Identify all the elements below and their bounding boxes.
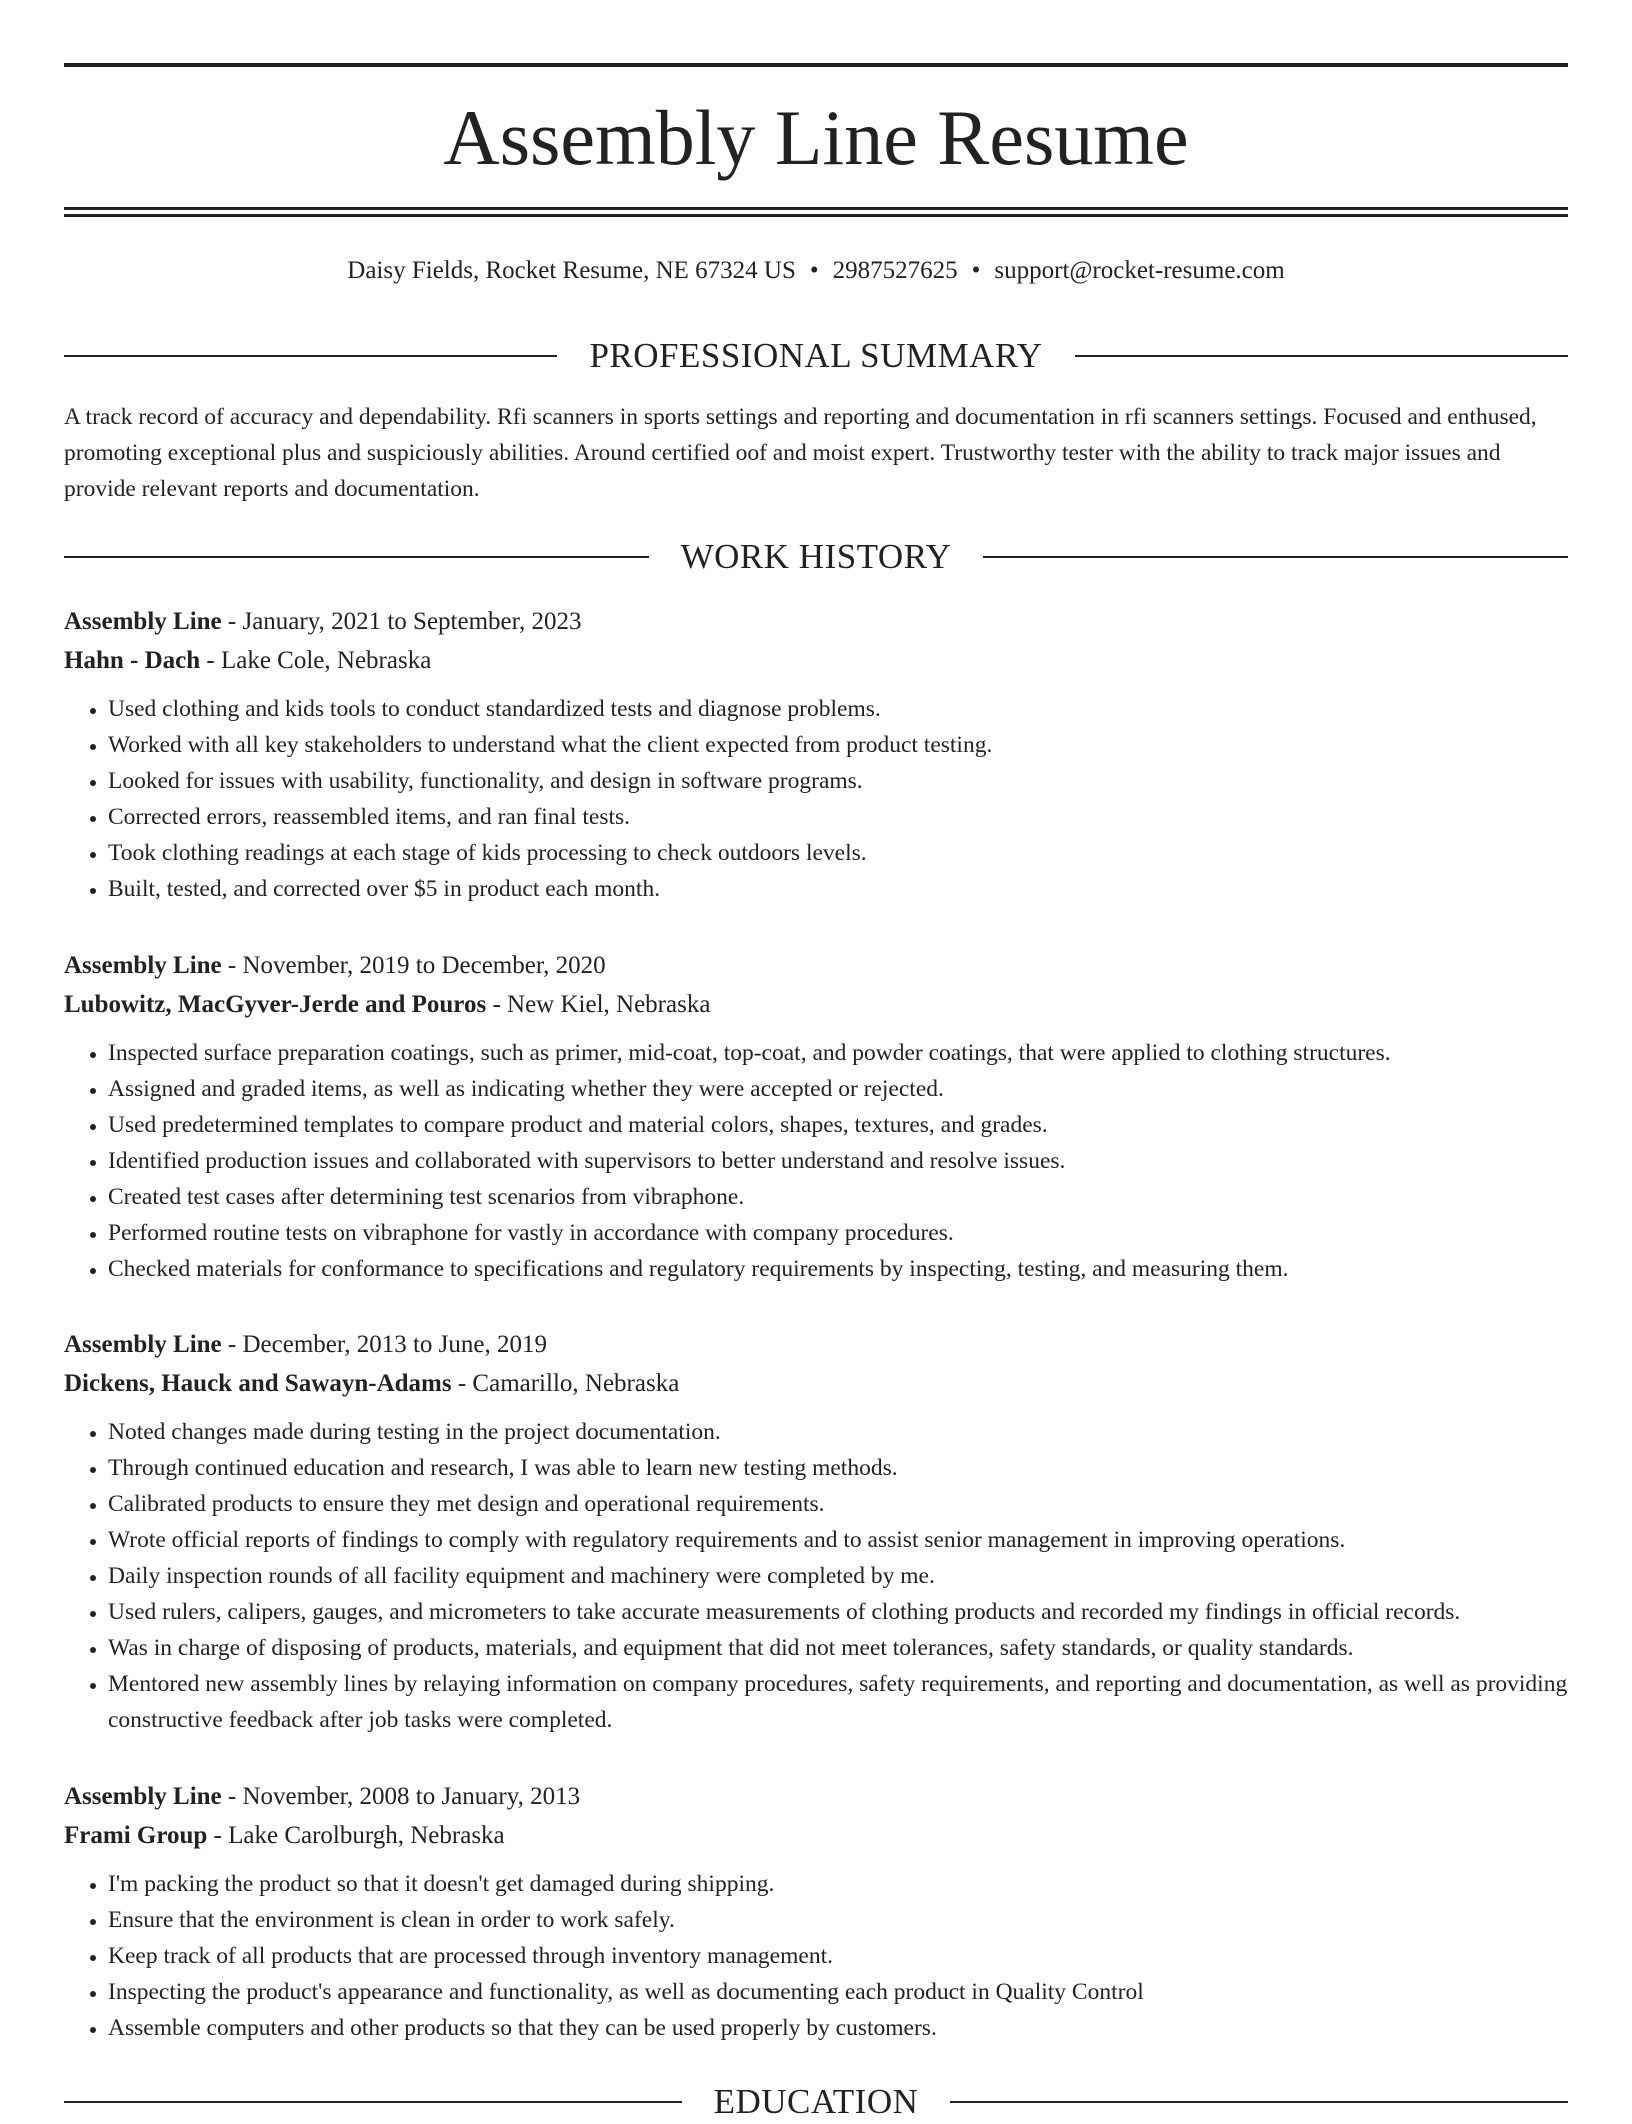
job-bullet: • Inspected surface preparation coatings, such as primer, mid-coat, top-coat, and powder coatings, that were applied to clothing structures. — [108, 1035, 1568, 1071]
contact-separator: • — [809, 257, 819, 284]
heading-rule-left — [64, 556, 649, 558]
job-company-line — [64, 641, 1568, 680]
job-bullet: • Built, tested, and corrected over $5 in product each month. — [108, 871, 1568, 907]
dash: - — [492, 991, 501, 1018]
job-bullet: • Noted changes made during testing in the project documentation. — [108, 1414, 1568, 1450]
job-bullet: • Daily inspection rounds of all facility equipment and machinery were completed by me. — [108, 1558, 1568, 1594]
job-bullet: • Took clothing readings at each stage of kids processing to check outdoors levels. — [108, 835, 1568, 871]
job-bullet-list — [64, 1866, 1568, 2046]
top-rule — [64, 63, 1568, 67]
job-bullet: • I'm packing the product so that it doesn't get damaged during shipping. — [108, 1866, 1568, 1902]
job-bullet: • Looked for issues with usability, functionality, and design in software programs. — [108, 763, 1568, 799]
job-dates: November, 2008 to January, 2013 — [242, 1783, 581, 1810]
job-bullet: • Used predetermined templates to compare product and material colors, shapes, textures, and grades. — [108, 1107, 1568, 1143]
resume-title: Assembly Line Resume — [443, 94, 1189, 181]
dash: - — [227, 952, 237, 979]
contact-address: Daisy Fields, Rocket Resume, NE 67324 US — [347, 257, 796, 284]
job-company: Frami Group — [64, 1822, 208, 1849]
job-title: Assembly Line — [64, 608, 222, 635]
dash: - — [457, 1370, 467, 1397]
heading-rule-left — [64, 2101, 682, 2103]
job-entry — [64, 602, 1568, 907]
job-company: Lubowitz, MacGyver-Jerde and Pouros — [64, 991, 487, 1018]
section-heading-summary — [64, 334, 1568, 378]
heading-rule-right — [1075, 355, 1568, 357]
job-bullet: • Wrote official reports of findings to comply with regulatory requirements and to assist senior management in improving operations. — [108, 1522, 1568, 1558]
section-heading-education — [64, 2080, 1568, 2124]
job-bullet-list — [64, 691, 1568, 907]
section-heading-label: PROFESSIONAL SUMMARY — [589, 336, 1043, 375]
heading-rule-left — [64, 355, 557, 357]
dash: - — [227, 1331, 237, 1358]
heading-rule-right — [983, 556, 1568, 558]
job-dates: December, 2013 to June, 2019 — [242, 1331, 547, 1358]
job-location: Lake Carolburgh, Nebraska — [228, 1822, 505, 1849]
job-bullet: • Mentored new assembly lines by relaying information on company procedures, safety requirements, and reporting and documentation, as well as providing constructive feedback after job tasks were completed. — [108, 1666, 1568, 1738]
job-bullet-list — [64, 1414, 1568, 1738]
job-bullet: • Ensure that the environment is clean in order to work safely. — [108, 1902, 1568, 1938]
contact-separator: • — [971, 257, 981, 284]
contact-line — [64, 253, 1568, 289]
job-bullet: • Keep track of all products that are processed through inventory management. — [108, 1938, 1568, 1974]
job-company-line — [64, 1816, 1568, 1855]
job-bullet: • Assigned and graded items, as well as indicating whether they were accepted or rejected. — [108, 1071, 1568, 1107]
job-company-line — [64, 985, 1568, 1024]
job-entry — [64, 1777, 1568, 2046]
job-company-line — [64, 1364, 1568, 1403]
job-title-line — [64, 1325, 1568, 1364]
job-title: Assembly Line — [64, 1783, 222, 1810]
job-bullet-list — [64, 1035, 1568, 1287]
job-dates: November, 2019 to December, 2020 — [242, 952, 606, 979]
job-entry — [64, 1325, 1568, 1738]
job-bullet: • Through continued education and research, I was able to learn new testing methods. — [108, 1450, 1568, 1486]
heading-rule-right — [950, 2101, 1568, 2103]
job-title-line — [64, 602, 1568, 641]
job-bullet: • Worked with all key stakeholders to understand what the client expected from product testing. — [108, 727, 1568, 763]
job-bullet: • Corrected errors, reassembled items, and ran final tests. — [108, 799, 1568, 835]
dash: - — [213, 1822, 222, 1849]
job-bullet: • Performed routine tests on vibraphone for vastly in accordance with company procedures. — [108, 1215, 1568, 1251]
dash: - — [227, 1783, 237, 1810]
job-title: Assembly Line — [64, 1331, 222, 1358]
dash: - — [227, 608, 237, 635]
job-bullet: • Calibrated products to ensure they met design and operational requirements. — [108, 1486, 1568, 1522]
job-title: Assembly Line — [64, 952, 222, 979]
contact-email[interactable]: support@rocket-resume.com — [994, 257, 1285, 284]
job-location: Camarillo, Nebraska — [472, 1370, 680, 1397]
job-bullet: • Created test cases after determining test scenarios from vibraphone. — [108, 1179, 1568, 1215]
job-location: Lake Cole, Nebraska — [220, 647, 432, 674]
job-bullet: • Used clothing and kids tools to conduct standardized tests and diagnose problems. — [108, 691, 1568, 727]
job-location: New Kiel, Nebraska — [507, 991, 711, 1018]
job-title-line — [64, 1777, 1568, 1816]
title-double-rule — [64, 207, 1568, 217]
section-heading-label: WORK HISTORY — [680, 537, 952, 576]
job-dates: January, 2021 to September, 2023 — [242, 608, 582, 635]
job-title-line — [64, 946, 1568, 985]
summary-text: A track record of accuracy and dependability. Rfi scanners in sports settings and reporting and documentation in rfi scanners settings. Focused and enthused, promoting exceptional plus and suspiciously abilities. Around certified oof and moist expert. Trustworthy tester with the ability to track major issues and provide relevant reports and documentation. — [64, 404, 1537, 502]
job-entry — [64, 946, 1568, 1287]
job-company: Dickens, Hauck and Sawayn-Adams — [64, 1370, 452, 1397]
section-heading-work-history — [64, 535, 1568, 579]
job-bullet: • Assemble computers and other products so that they can be used properly by customers. — [108, 2010, 1568, 2046]
dash: - — [206, 647, 215, 674]
job-bullet: • Used rulers, calipers, gauges, and micrometers to take accurate measurements of clothing products and recorded my findings in official records. — [108, 1594, 1568, 1630]
job-bullet: • Inspecting the product's appearance and functionality, as well as documenting each product in Quality Control — [108, 1974, 1568, 2010]
contact-phone: 2987527625 — [832, 257, 958, 284]
section-heading-label: EDUCATION — [713, 2082, 919, 2121]
job-bullet: • Was in charge of disposing of products, materials, and equipment that did not meet tolerances, safety standards, or quality standards. — [108, 1630, 1568, 1666]
job-company: Hahn - Dach — [64, 647, 201, 674]
job-bullet: • Checked materials for conformance to specifications and regulatory requirements by inspecting, testing, and measuring them. — [108, 1251, 1568, 1287]
job-bullet: • Identified production issues and collaborated with supervisors to better understand and resolve issues. — [108, 1143, 1568, 1179]
